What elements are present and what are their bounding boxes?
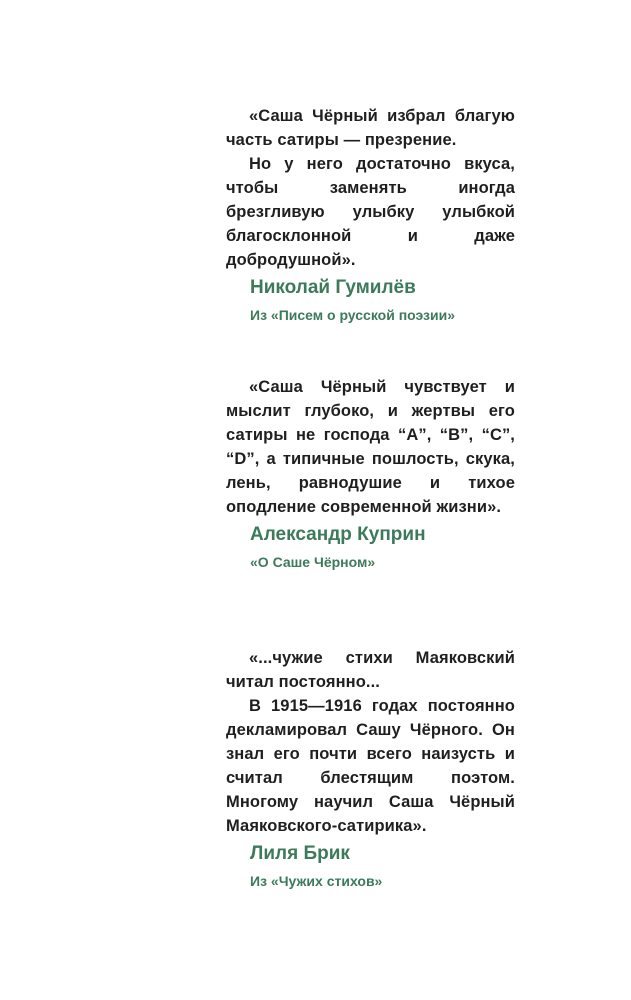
quote-paragraph: В 1915—1916 годах постоянно декламировал Сашу Чёрного. Он знал его почти всего наизусть и считал блестящим поэтом. Многому научил Саша Чёрный Маяковского-сатирика».	[226, 697, 515, 835]
quote-author: Николай Гумилёв	[250, 277, 416, 298]
quote-paragraph: Но у него достаточно вкуса, чтобы заменять иногда брезгливую улыбку улыбкой благосклонной и даже добродушной».	[226, 155, 515, 269]
quote-block-brik	[226, 646, 515, 890]
quote-source: Из «Чужих стихов»	[250, 873, 383, 889]
quote-source: «О Саше Чёрном»	[250, 554, 376, 570]
quote-block-gumilev	[226, 104, 515, 324]
quote-author: Лиля Брик	[250, 843, 350, 864]
quote-paragraph: «Саша Чёрный избрал благую часть сатиры — презрение.	[226, 107, 515, 149]
quote-author: Александр Куприн	[250, 524, 426, 545]
quote-paragraph: «...чужие стихи Маяковский читал постоянно...	[226, 649, 515, 691]
quote-block-kuprin	[226, 375, 515, 571]
quote-paragraph: «Саша Чёрный чувствует и мыслит глубоко, и жертвы его сатиры не господа “А”, “В”, “С”, “D”, а типичные пошлость, скука, лень, равнодушие и тихое оподление современной жизни».	[226, 378, 515, 516]
quote-source: Из «Писем о русской поэзии»	[250, 307, 456, 323]
